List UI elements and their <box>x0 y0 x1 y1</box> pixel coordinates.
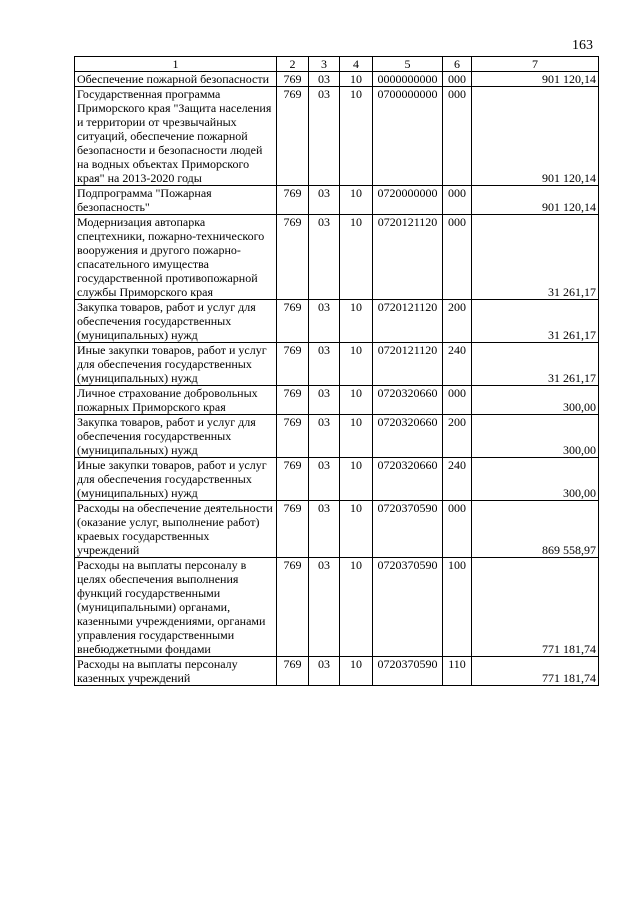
subsection-code-cell: 10 <box>340 501 373 558</box>
amount-cell: 869 558,97 <box>472 501 599 558</box>
amount-cell: 300,00 <box>472 386 599 415</box>
amount-cell: 300,00 <box>472 458 599 501</box>
chapter-code-cell: 769 <box>277 501 309 558</box>
amount-cell: 31 261,17 <box>472 215 599 300</box>
chapter-code-cell: 769 <box>277 300 309 343</box>
table-row <box>75 386 599 415</box>
target-article-cell: 0720370590 <box>373 657 443 686</box>
target-article-cell: 0720121120 <box>373 343 443 386</box>
table-row <box>75 72 599 87</box>
target-article-cell: 0000000000 <box>373 72 443 87</box>
expense-type-cell: 000 <box>443 87 472 186</box>
target-article-cell: 0720121120 <box>373 215 443 300</box>
section-code-cell: 03 <box>309 386 340 415</box>
row-name-cell: Иные закупки товаров, работ и услуг для обеспечения государственных (муниципальных) нужд <box>75 343 277 386</box>
target-article-cell: 0720370590 <box>373 558 443 657</box>
chapter-code-cell: 769 <box>277 458 309 501</box>
row-name-cell: Иные закупки товаров, работ и услуг для обеспечения государственных (муниципальных) нужд <box>75 458 277 501</box>
target-article-cell: 0720121120 <box>373 300 443 343</box>
target-article-cell: 0720370590 <box>373 501 443 558</box>
chapter-code-cell: 769 <box>277 657 309 686</box>
row-name-cell: Обеспечение пожарной безопасности <box>75 72 277 87</box>
expense-type-cell: 240 <box>443 458 472 501</box>
table-row <box>75 415 599 458</box>
column-header: 7 <box>472 57 599 72</box>
amount-cell: 31 261,17 <box>472 300 599 343</box>
target-article-cell: 0720320660 <box>373 458 443 501</box>
target-article-cell: 0720000000 <box>373 186 443 215</box>
table-row <box>75 186 599 215</box>
chapter-code-cell: 769 <box>277 215 309 300</box>
section-code-cell: 03 <box>309 87 340 186</box>
section-code-cell: 03 <box>309 558 340 657</box>
section-code-cell: 03 <box>309 343 340 386</box>
column-header: 3 <box>309 57 340 72</box>
table-row <box>75 558 599 657</box>
row-name-cell: Расходы на выплаты персоналу в целях обеспечения выполнения функций государственными (муниципальными) органами, казенными учреждениями, органами управления государственными внебюджетными фондами <box>75 558 277 657</box>
column-header: 5 <box>373 57 443 72</box>
table-row <box>75 300 599 343</box>
subsection-code-cell: 10 <box>340 87 373 186</box>
chapter-code-cell: 769 <box>277 72 309 87</box>
amount-cell: 771 181,74 <box>472 657 599 686</box>
row-name-cell: Государственная программа Приморского края "Защита населения и территории от чрезвычайных ситуаций, обеспечение пожарной безопасности и безопасности людей на водных объектах Приморского края" на 2013-2020 годы <box>75 87 277 186</box>
chapter-code-cell: 769 <box>277 415 309 458</box>
expense-type-cell: 240 <box>443 343 472 386</box>
section-code-cell: 03 <box>309 186 340 215</box>
target-article-cell: 0700000000 <box>373 87 443 186</box>
row-name-cell: Модернизация автопарка спецтехники, пожарно-технического вооружения и другого пожарно-спасательного имущества государственной противопожарной службы Приморского края <box>75 215 277 300</box>
subsection-code-cell: 10 <box>340 458 373 501</box>
section-code-cell: 03 <box>309 215 340 300</box>
subsection-code-cell: 10 <box>340 300 373 343</box>
expense-type-cell: 100 <box>443 558 472 657</box>
chapter-code-cell: 769 <box>277 386 309 415</box>
section-code-cell: 03 <box>309 415 340 458</box>
subsection-code-cell: 10 <box>340 657 373 686</box>
column-header: 1 <box>75 57 277 72</box>
table-header-row <box>75 57 599 72</box>
expense-type-cell: 110 <box>443 657 472 686</box>
subsection-code-cell: 10 <box>340 215 373 300</box>
amount-cell: 901 120,14 <box>472 186 599 215</box>
section-code-cell: 03 <box>309 72 340 87</box>
amount-cell: 31 261,17 <box>472 343 599 386</box>
row-name-cell: Расходы на обеспечение деятельности (оказание услуг, выполнение работ) краевых государственных учреждений <box>75 501 277 558</box>
subsection-code-cell: 10 <box>340 343 373 386</box>
target-article-cell: 0720320660 <box>373 386 443 415</box>
section-code-cell: 03 <box>309 300 340 343</box>
amount-cell: 300,00 <box>472 415 599 458</box>
expense-type-cell: 000 <box>443 386 472 415</box>
table-row <box>75 458 599 501</box>
row-name-cell: Подпрограмма "Пожарная безопасность" <box>75 186 277 215</box>
subsection-code-cell: 10 <box>340 558 373 657</box>
chapter-code-cell: 769 <box>277 343 309 386</box>
subsection-code-cell: 10 <box>340 72 373 87</box>
expense-type-cell: 200 <box>443 300 472 343</box>
row-name-cell: Расходы на выплаты персоналу казенных учреждений <box>75 657 277 686</box>
column-header: 4 <box>340 57 373 72</box>
chapter-code-cell: 769 <box>277 186 309 215</box>
budget-table <box>74 56 599 686</box>
table-row <box>75 87 599 186</box>
expense-type-cell: 000 <box>443 501 472 558</box>
subsection-code-cell: 10 <box>340 415 373 458</box>
row-name-cell: Закупка товаров, работ и услуг для обеспечения государственных (муниципальных) нужд <box>75 300 277 343</box>
chapter-code-cell: 769 <box>277 87 309 186</box>
section-code-cell: 03 <box>309 657 340 686</box>
subsection-code-cell: 10 <box>340 186 373 215</box>
section-code-cell: 03 <box>309 501 340 558</box>
table-row <box>75 501 599 558</box>
expense-type-cell: 000 <box>443 72 472 87</box>
column-header: 2 <box>277 57 309 72</box>
expense-type-cell: 000 <box>443 186 472 215</box>
row-name-cell: Личное страхование добровольных пожарных Приморского края <box>75 386 277 415</box>
amount-cell: 901 120,14 <box>472 72 599 87</box>
table-row <box>75 215 599 300</box>
amount-cell: 901 120,14 <box>472 87 599 186</box>
column-header: 6 <box>443 57 472 72</box>
subsection-code-cell: 10 <box>340 386 373 415</box>
expense-type-cell: 200 <box>443 415 472 458</box>
table-row <box>75 343 599 386</box>
page-number: 163 <box>572 38 593 53</box>
target-article-cell: 0720320660 <box>373 415 443 458</box>
expense-type-cell: 000 <box>443 215 472 300</box>
row-name-cell: Закупка товаров, работ и услуг для обеспечения государственных (муниципальных) нужд <box>75 415 277 458</box>
table-row <box>75 657 599 686</box>
section-code-cell: 03 <box>309 458 340 501</box>
chapter-code-cell: 769 <box>277 558 309 657</box>
amount-cell: 771 181,74 <box>472 558 599 657</box>
